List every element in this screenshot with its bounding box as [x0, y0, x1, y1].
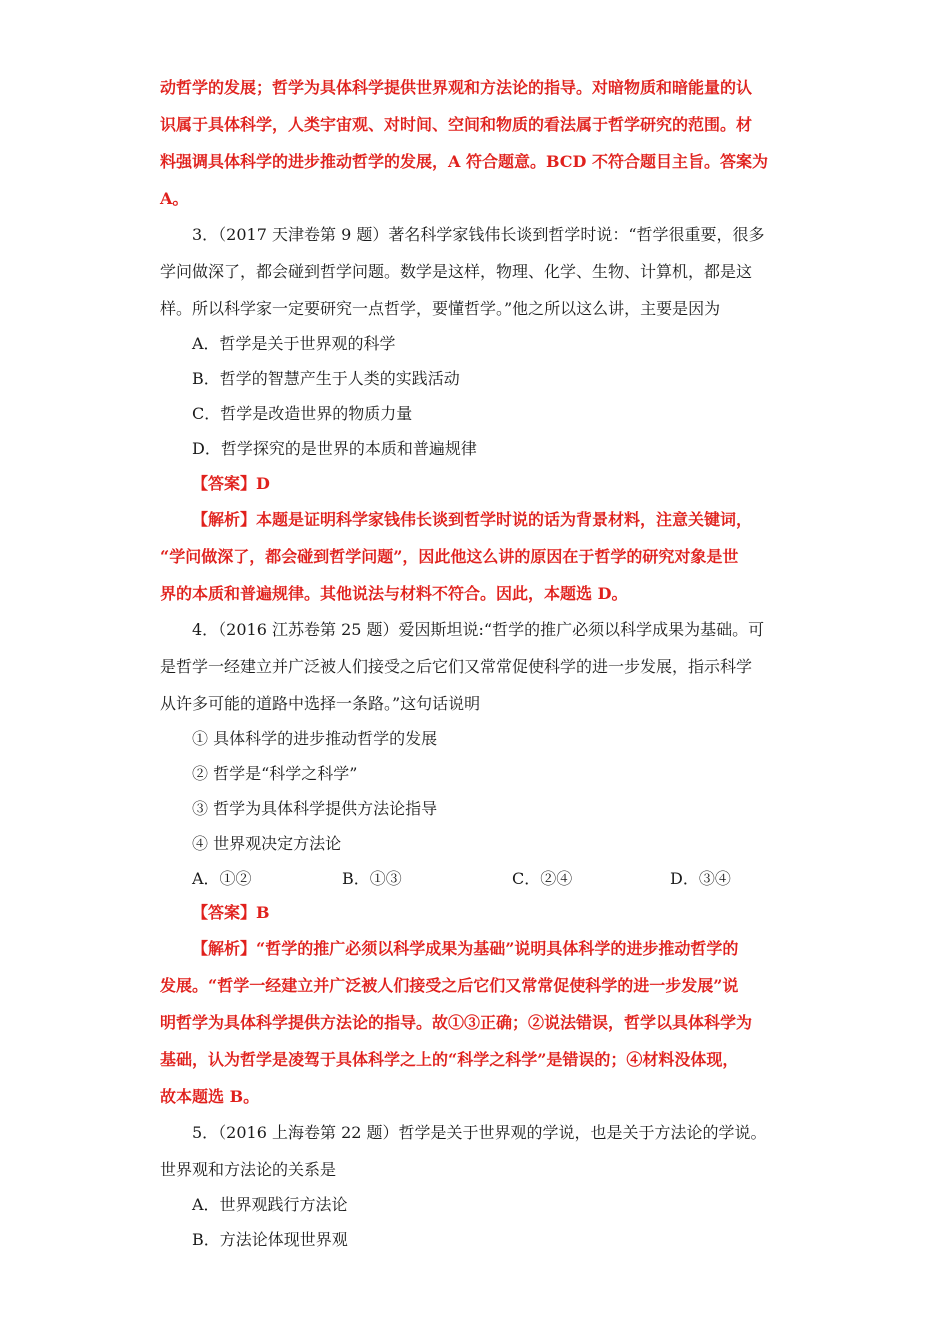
q4-stem-line: 从许多可能的道路中选择一条路。”这句话说明	[160, 694, 481, 713]
analysis-line: A。	[160, 189, 189, 208]
q4-choice-c: C．②④	[512, 869, 573, 888]
q3-analysis-line: “学问做深了，都会碰到哲学问题”，因此他这么讲的原因在于哲学的研究对象是世	[160, 547, 739, 566]
answer-label: 【答案】	[192, 474, 257, 493]
q4-choice-a: A．①②	[192, 869, 252, 888]
q5-stem-line: 5．（2016 上海卷第 22 题）哲学是关于世界观的学说，也是关于方法论的学说。	[192, 1123, 767, 1142]
q4-analysis-line: 【解析】“哲学的推广必须以科学成果为基础”说明具体科学的进步推动哲学的	[192, 939, 739, 958]
answer-value: D	[256, 474, 270, 493]
q3-stem-line: 3．（2017 天津卷第 9 题）著名科学家钱伟长谈到哲学时说：“哲学很重要，很多	[192, 225, 765, 244]
analysis-line: 识属于具体科学，人类宇宙观、对时间、空间和物质的看法属于哲学研究的范围。材	[160, 115, 753, 134]
q3-stem-line: 样。所以科学家一定要研究一点哲学，要懂哲学。”他之所以这么讲，主要是因为	[160, 299, 721, 318]
q3-analysis-line: 界的本质和普遍规律。其他说法与材料不符合。因此，本题选 D。	[160, 584, 628, 603]
q5-option-b: B．方法论体现世界观	[192, 1230, 348, 1249]
q4-answer	[192, 903, 270, 923]
q5-option-a: A．世界观践行方法论	[192, 1195, 348, 1214]
q3-option-d: D．哲学探究的是世界的本质和普遍规律	[192, 439, 477, 458]
q4-stem-line: 是哲学一经建立并广泛被人们接受之后它们又常常促使科学的进一步发展，指示科学	[160, 657, 753, 676]
q4-item-2: ② 哲学是“科学之科学”	[192, 764, 358, 783]
analysis-line: 料强调具体科学的进步推动哲学的发展，A 符合题意。BCD 不符合题目主旨。答案为	[160, 152, 768, 171]
q4-item-1: ① 具体科学的进步推动哲学的发展	[192, 729, 438, 748]
q5-stem-line: 世界观和方法论的关系是	[160, 1160, 337, 1179]
q3-option-b: B．哲学的智慧产生于人类的实践活动	[192, 369, 460, 388]
q4-analysis-line: 基础，认为哲学是凌驾于具体科学之上的“科学之科学”是错误的；④材料没体现，	[160, 1050, 739, 1069]
q4-analysis-line: 故本题选 B。	[160, 1087, 260, 1106]
q3-analysis-line: 【解析】本题是证明科学家钱伟长谈到哲学时说的话为背景材料，注意关键词，	[192, 510, 753, 529]
answer-value: B	[256, 903, 270, 922]
q4-stem-line: 4．（2016 江苏卷第 25 题）爱因斯坦说:“哲学的推广必须以科学成果为基础。可	[192, 620, 765, 639]
q3-option-a: A．哲学是关于世界观的科学	[192, 334, 396, 353]
q4-item-4: ④ 世界观决定方法论	[192, 834, 342, 853]
q3-stem-line: 学问做深了，都会碰到哲学问题。数学是这样，物理、化学、生物、计算机，都是这	[160, 262, 753, 281]
answer-label: 【答案】	[192, 903, 257, 922]
q3-option-c: C．哲学是改造世界的物质力量	[192, 404, 413, 423]
q4-choice-d: D．③④	[670, 869, 731, 888]
q4-analysis-line: 发展。“哲学一经建立并广泛被人们接受之后它们又常常促使科学的进一步发展”说	[160, 976, 739, 995]
analysis-line: 动哲学的发展；哲学为具体科学提供世界观和方法论的指导。对暗物质和暗能量的认	[160, 78, 753, 97]
q4-choice-b: B．①③	[342, 869, 402, 888]
q4-item-3: ③ 哲学为具体科学提供方法论指导	[192, 799, 438, 818]
q3-answer	[192, 474, 270, 494]
q4-analysis-line: 明哲学为具体科学提供方法论的指导。故①③正确；②说法错误，哲学以具体科学为	[160, 1013, 753, 1032]
